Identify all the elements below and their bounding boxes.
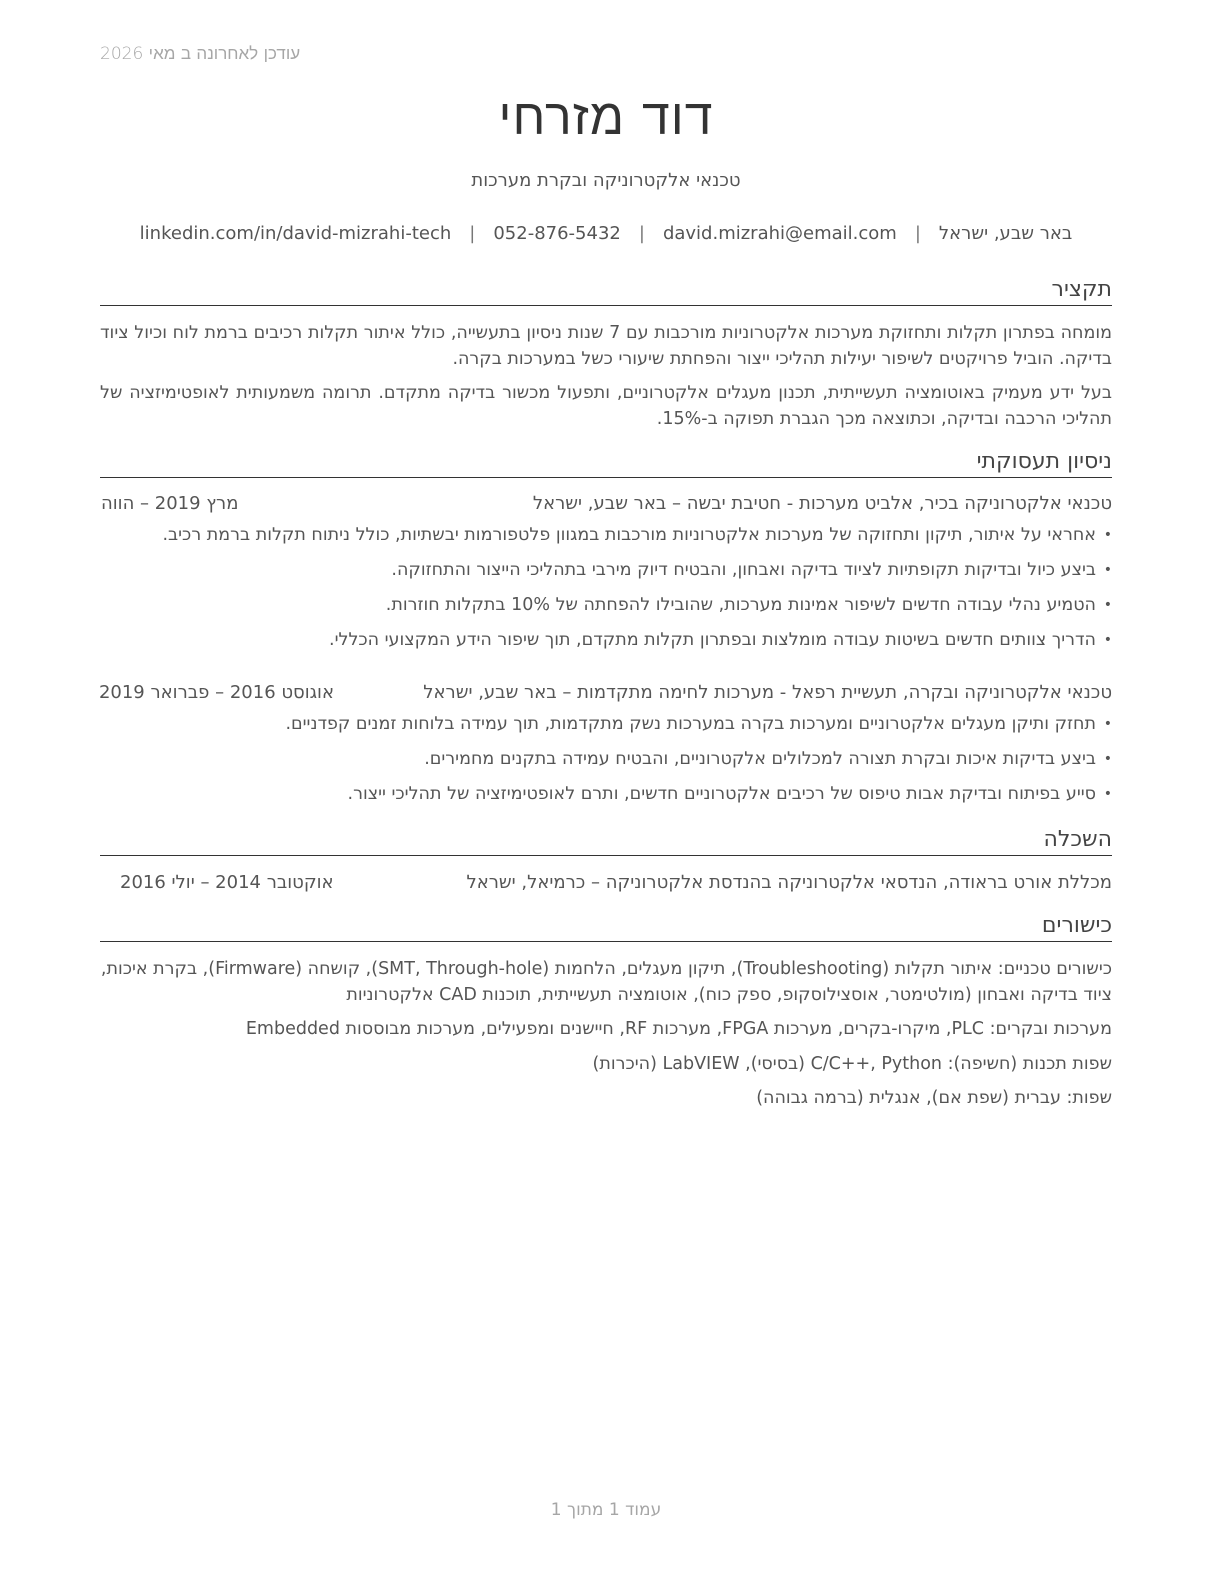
skill-line: שפות תכנות (חשיפה): C/C++, Python (בסיסי), LabVIEW (היכרות): [592, 1054, 1112, 1074]
contact-separator: |: [914, 223, 921, 244]
job-2-bullet: • תחזק ותיקן מעגלים אלקטרוניים ומערכות בקרה במערכות נשק מתקדמות, תוך עמידה בלוחות זמנים קפדניים.: [100, 712, 1112, 736]
job-1-bullet: • הטמיע נהלי עבודה חדשים לשיפור אמינות מערכות, שהובילו להפחתה של 10% בתקלות חוזרות.: [100, 593, 1112, 617]
last-updated: עודכן לאחרונה ב מאי 2026: [100, 44, 301, 64]
job-2-dates: אוגוסט 2016 – פברואר 2019: [98, 682, 334, 703]
skill-line: מערכות ובקרים: PLC, מיקרו-בקרים, מערכות FPGA, מערכות RF, חיישנים ומפעילים, מערכות מבוססות Embedded: [245, 1019, 1112, 1039]
job-1-bullet: • הדריך צוותים חדשים בשיטות עבודה מומלצות ובפתרון תקלות מתקדם, תוך שיפור הידע המקצועי הכללי.: [100, 628, 1112, 652]
summary-paragraph-1: מומחה בפתרון תקלות ותחזוקת מערכות אלקטרוניות מורכבות עם 7 שנות ניסיון בתעשייה, כולל איתור תקלות רכיבים ברמת לוח וכיול ציוד בדיקה. הוביל פרויקטים לשיפור יעילות תהליכי ייצור והפחתת שיעורי כשל במערכות בקרה.: [100, 323, 1112, 369]
job-2-header: [100, 681, 1112, 705]
summary-heading: תקציר: [100, 276, 1112, 306]
contact-linkedin[interactable]: linkedin.com/in/david-mizrahi-tech: [139, 223, 452, 244]
skills-heading: כישורים: [100, 912, 1112, 942]
job-1-bullet: • ביצע כיול ובדיקות תקופתיות לציוד בדיקה ואבחון, והבטיח דיוק מירבי בתהליכי הייצור והתחזוקה.: [100, 558, 1112, 582]
contact-location: באר שבע, ישראל: [938, 223, 1073, 244]
contact-separator: |: [469, 223, 476, 244]
education-entry: [100, 871, 1112, 895]
candidate-name: דוד מזרחי: [498, 88, 714, 146]
contact-line: [100, 223, 1112, 244]
page-number: עמוד 1 מתוך 1: [550, 1500, 662, 1520]
education-dates: אוקטובר 2014 – יולי 2016: [120, 872, 334, 893]
job-2-role: טכנאי אלקטרוניקה ובקרה, תעשיית רפאל - מערכות לחימה מתקדמות – באר שבע, ישראל: [423, 682, 1112, 703]
contact-separator: |: [638, 223, 645, 244]
skill-line: כישורים טכניים: איתור תקלות (Troubleshooting), תיקון מעגלים, הלחמות (SMT, Through-hole), קושחה (Firmware), בקרת איכות, ציוד בדיקה ואבחון (מולטימטר, אוסצילוסקופ, ספק כוח), אוטומציה תעשייתית, תוכנות CAD אלקטרוניות: [100, 959, 1112, 1005]
job-1-dates: מרץ 2019 – הווה: [101, 493, 239, 514]
skill-line: שפות: עברית (שפת אם), אנגלית (ברמה גבוהה): [756, 1088, 1112, 1108]
candidate-title: טכנאי אלקטרוניקה ובקרת מערכות: [471, 170, 741, 191]
summary-paragraph-2: בעל ידע מעמיק באוטומציה תעשייתית, תכנון מעגלים אלקטרוניים, ותפעול מכשור בדיקה מתקדם. תרומה משמעותית לאופטימיזציה של תהליכי הרכבה ובדיקה, וכתוצאה מכך הגברת תפוקה ב-15%.: [100, 383, 1112, 429]
contact-email[interactable]: david.mizrahi@email.com: [662, 223, 897, 244]
job-1-header: [100, 492, 1112, 516]
resume-page: [100, 0, 1112, 1584]
job-2-bullet: • ביצע בדיקות איכות ובקרת תצורה למכלולים אלקטרוניים, והבטיח עמידה בתקנים מחמירים.: [100, 747, 1112, 771]
job-1-role: טכנאי אלקטרוניקה בכיר, אלביט מערכות - חטיבת יבשה – באר שבע, ישראל: [532, 493, 1112, 514]
education-heading: השכלה: [100, 826, 1112, 856]
job-1-bullet: • אחראי על איתור, תיקון ותחזוקה של מערכות אלקטרוניות מורכבות במגוון פלטפורמות יבשתיות, כולל ניתוח תקלות ברמת רכיב.: [100, 523, 1112, 547]
job-2-bullet: • סייע בפיתוח ובדיקת אבות טיפוס של רכיבים אלקטרוניים חדשים, ותרם לאופטימיזציה של תהליכי ייצור.: [100, 782, 1112, 806]
contact-phone[interactable]: 052-876-5432: [493, 223, 621, 244]
experience-heading: ניסיון תעסוקתי: [100, 448, 1112, 478]
education-institution: מכללת אורט בראודה, הנדסאי אלקטרוניקה בהנדסת אלקטרוניקה – כרמיאל, ישראל: [466, 872, 1112, 893]
